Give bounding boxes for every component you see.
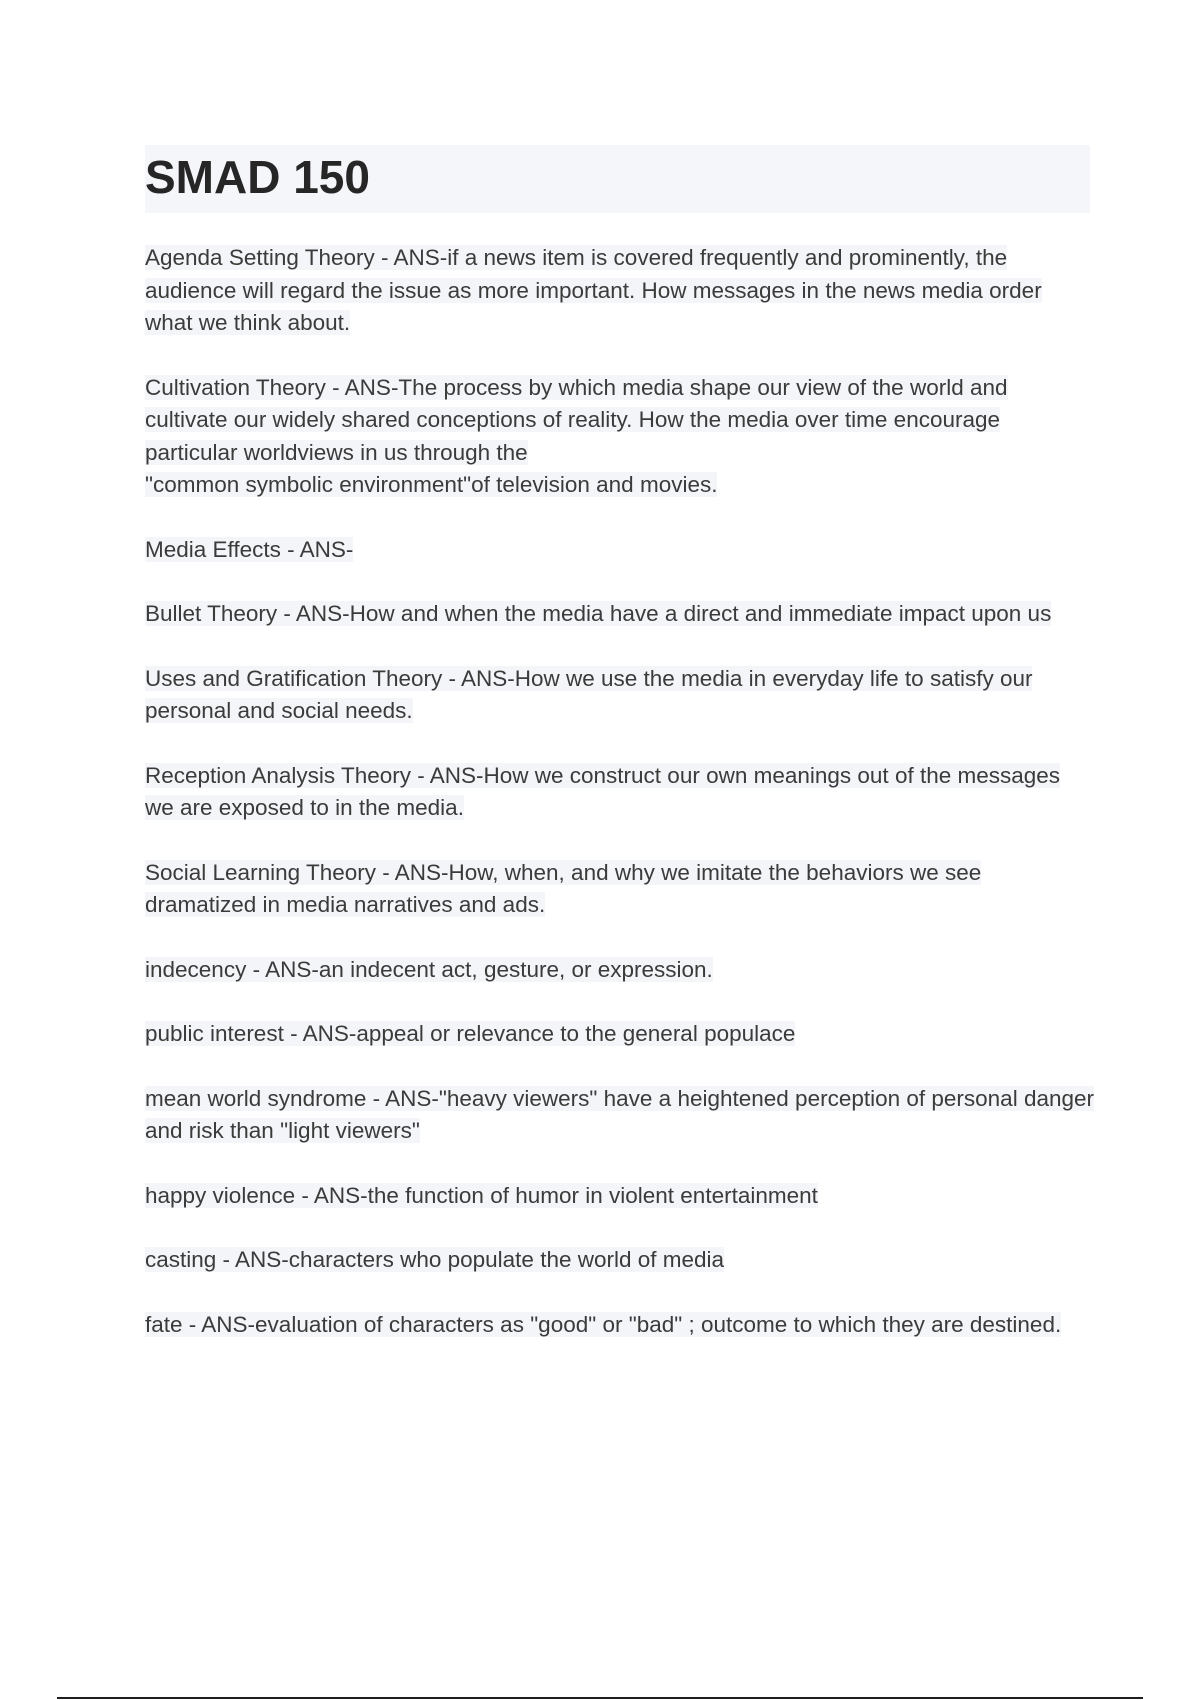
term-entry <box>145 1180 1095 1213</box>
term-entry <box>145 760 1095 825</box>
term-entry-text: Agenda Setting Theory - ANS-if a news item is covered frequently and prominently, the audience will regard the issue as more important. How messages in the news media order what we think about. <box>145 245 1042 335</box>
term-entry-text: Social Learning Theory - ANS-How, when, and why we imitate the behaviors we see dramatized in media narratives and ads. <box>145 859 982 917</box>
term-entry <box>145 954 1095 987</box>
term-entry <box>145 857 1095 922</box>
term-list <box>145 242 1095 1373</box>
term-entry-text: Bullet Theory - ANS-How and when the media have a direct and immediate impact upon us <box>145 601 1052 626</box>
term-entry <box>145 372 1095 502</box>
term-entry-text: mean world syndrome - ANS-"heavy viewers" have a heightened perception of personal danger and risk than "light viewers" <box>145 1085 1095 1143</box>
term-entry <box>145 242 1095 340</box>
term-entry-text: casting - ANS-characters who populate the world of media <box>145 1247 725 1272</box>
term-entry-text: Reception Analysis Theory - ANS-How we construct our own meanings out of the messages we are exposed to in the media. <box>145 762 1061 820</box>
term-entry <box>145 1244 1095 1277</box>
term-entry-text: public interest - ANS-appeal or relevance to the general populace <box>145 1021 796 1046</box>
term-entry <box>145 1083 1095 1148</box>
term-entry <box>145 598 1095 631</box>
term-entry-text: Media Effects - ANS- <box>145 536 354 562</box>
document-title: SMAD 150 <box>145 151 370 203</box>
term-entry <box>145 663 1095 728</box>
term-entry-text: Uses and Gratification Theory - ANS-How we use the media in everyday life to satisfy our personal and social needs. <box>145 665 1033 723</box>
term-entry <box>145 534 1095 567</box>
term-entry-text: Cultivation Theory - ANS-The process by which media shape our view of the world and cultivate our widely shared conceptions of reality. How the media over time encourage particular worldviews in us through the "common symbolic environment"of television and movies. <box>145 374 1008 497</box>
term-entry-text: indecency - ANS-an indecent act, gesture, or expression. <box>145 956 713 982</box>
term-entry <box>145 1309 1095 1342</box>
term-entry <box>145 1018 1095 1051</box>
term-entry-text: happy violence - ANS-the function of humor in violent entertainment <box>145 1182 818 1208</box>
term-entry-text: fate - ANS-evaluation of characters as "good" or "bad" ; outcome to which they are destined. <box>145 1311 1062 1337</box>
page-bottom-divider <box>57 1697 1143 1699</box>
